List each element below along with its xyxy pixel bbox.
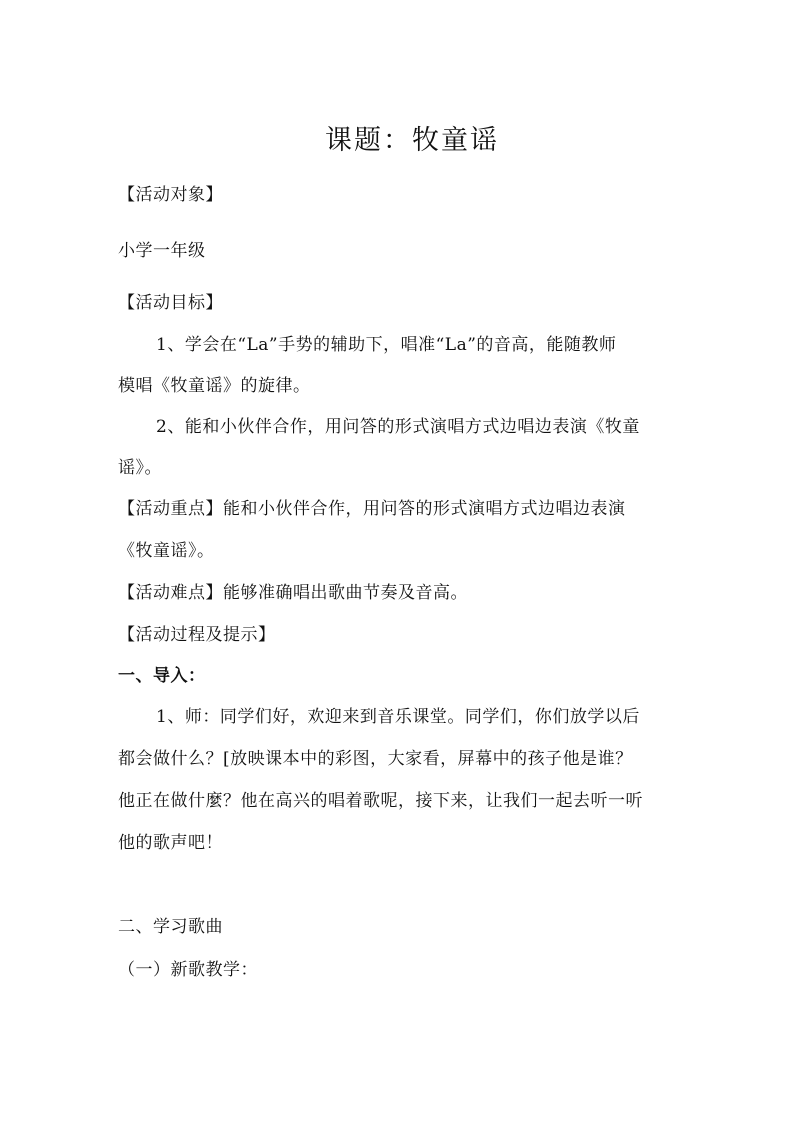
- key-point-line-2: 《牧童谣》。: [118, 541, 215, 561]
- goal-2-line-1: 2、能和小伙伴合作，用问答的形式演唱方式边唱边表演《牧童: [156, 417, 640, 437]
- intro-line-2: 都会做什么？[放映课本中的彩图，大家看，屏幕中的孩子他是谁？: [118, 749, 633, 769]
- goal-1-line-2: 模唱《牧童谣》的旋律。: [118, 376, 311, 396]
- intro-heading: 一、导入：: [118, 666, 206, 686]
- difficulty-line: 【活动难点】能够准确唱出歌曲节奏及音高。: [118, 583, 468, 603]
- learn-song-heading: 二、学习歌曲: [118, 917, 223, 937]
- activity-goal-heading: 【活动目标】: [118, 293, 223, 313]
- process-heading: 【活动过程及提示】: [118, 625, 276, 645]
- intro-line-4: 他的歌声吧！: [118, 833, 223, 853]
- page-title: 课题：牧童谣: [325, 125, 499, 156]
- activity-object-text: 小学一年级: [118, 241, 206, 261]
- intro-line-1: 1、师：同学们好，欢迎来到音乐课堂。同学们，你们放学以后: [156, 707, 640, 727]
- new-song-teaching: （一）新歌教学：: [118, 960, 258, 980]
- goal-2-line-2: 谣》。: [118, 458, 162, 478]
- key-point-line-1: 【活动重点】能和小伙伴合作，用问答的形式演唱方式边唱边表演: [118, 499, 626, 519]
- intro-line-3: 他正在做什麼？他在高兴的唱着歌呢，接下来，让我们一起去听一听: [118, 791, 643, 811]
- goal-1-line-1: 1、学会在“La”手势的辅助下，唱准“La”的音高，能随教师: [156, 335, 617, 355]
- activity-object-heading: 【活动对象】: [118, 185, 223, 205]
